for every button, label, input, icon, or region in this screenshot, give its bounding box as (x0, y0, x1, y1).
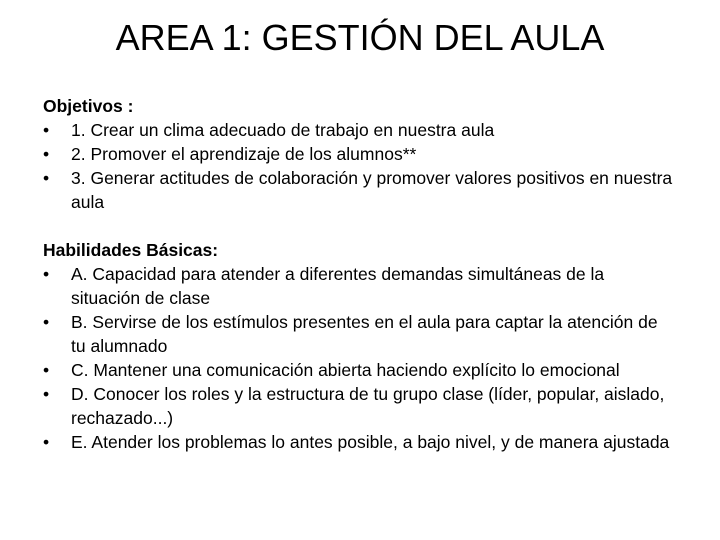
list-item (43, 142, 673, 166)
bullet-icon: • (43, 168, 50, 188)
list-item-text: A. Capacidad para atender a diferentes demandas simultáneas de la situación de clase (71, 264, 605, 308)
slide-title: AREA 1: GESTIÓN DEL AULA (115, 17, 605, 58)
list-item-text: 2. Promover el aprendizaje de los alumnos** (71, 144, 417, 164)
bullet-icon: • (43, 360, 50, 380)
objetivos-list (43, 118, 673, 214)
list-item (43, 430, 673, 454)
bullet-icon: • (43, 312, 50, 332)
bullet-icon: • (43, 432, 50, 452)
objetivos-heading: Objetivos : (43, 96, 134, 116)
list-item (43, 166, 673, 214)
objetivos-section (43, 94, 673, 214)
bullet-icon: • (43, 384, 50, 404)
list-item (43, 310, 673, 358)
list-item-text: C. Mantener una comunicación abierta haciendo explícito lo emocional (71, 360, 620, 380)
list-item-text: 1. Crear un clima adecuado de trabajo en nuestra aula (71, 120, 495, 140)
list-item-text: D. Conocer los roles y la estructura de tu grupo clase (líder, popular, aislado, rechazado...) (71, 384, 665, 428)
list-item-text: 3. Generar actitudes de colaboración y promover valores positivos en nuestra aula (71, 168, 673, 212)
bullet-icon: • (43, 120, 50, 140)
list-item-text: B. Servirse de los estímulos presentes en el aula para captar la atención de tu alumnado (71, 312, 658, 356)
list-item (43, 262, 673, 310)
bullet-icon: • (43, 264, 50, 284)
list-item (43, 118, 673, 142)
habilidades-heading: Habilidades Básicas: (43, 240, 219, 260)
bullet-icon: • (43, 144, 50, 164)
list-item (43, 382, 673, 430)
habilidades-section (43, 238, 673, 454)
habilidades-list (43, 262, 673, 454)
list-item-text: E. Atender los problemas lo antes posible, a bajo nivel, y de manera ajustada (71, 432, 670, 452)
slide-content (43, 94, 673, 454)
list-item (43, 358, 673, 382)
